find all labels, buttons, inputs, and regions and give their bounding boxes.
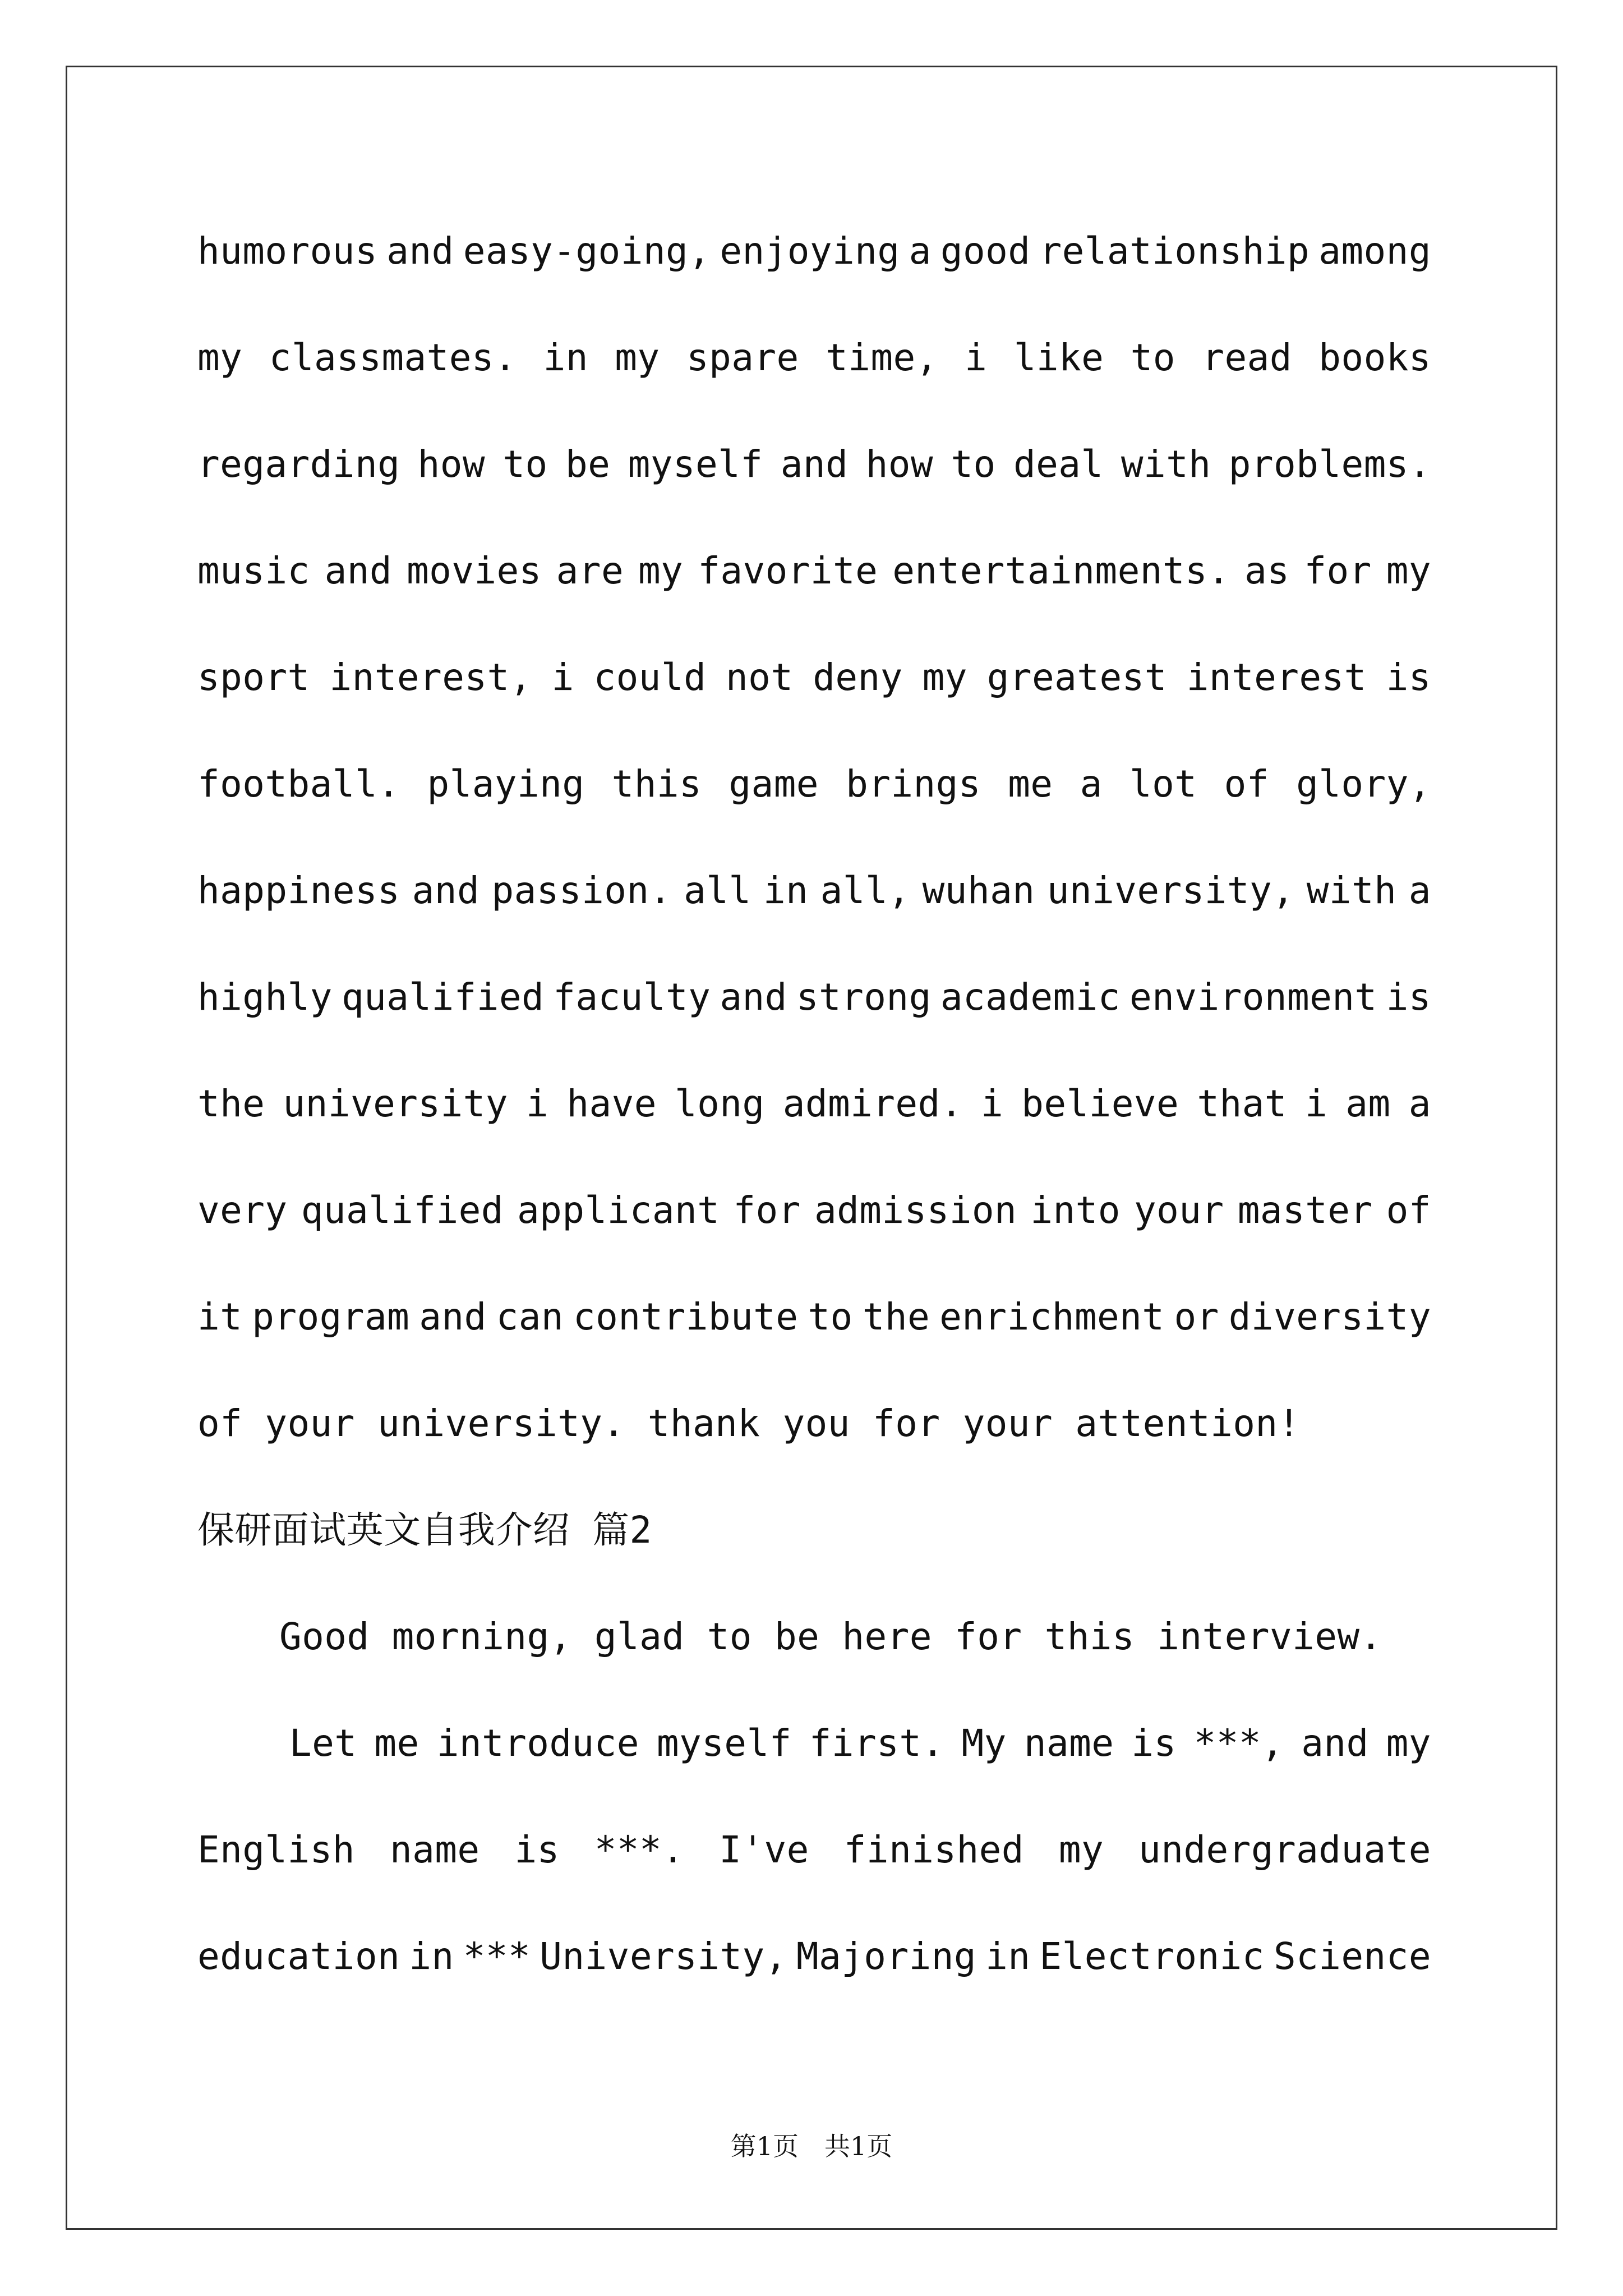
word: entertainments. [892, 549, 1230, 592]
word: to [1130, 336, 1175, 379]
word: be [565, 443, 611, 486]
word: of [1224, 762, 1269, 806]
word: undergraduate [1138, 1828, 1431, 1871]
word: My [961, 1722, 1007, 1765]
word: i [1305, 1082, 1328, 1125]
word: believe [1021, 1082, 1179, 1125]
word: as [1244, 549, 1290, 592]
word: the [862, 1295, 930, 1338]
word: to [502, 443, 548, 486]
text-line [197, 1903, 1431, 2010]
word: i [980, 1082, 1004, 1125]
word: and [419, 1295, 487, 1338]
word: regarding [197, 443, 400, 486]
word: classmates. [269, 336, 517, 379]
word: is [1386, 976, 1431, 1019]
word: enrichment [939, 1295, 1165, 1338]
word: long [675, 1082, 765, 1125]
word: master [1237, 1189, 1373, 1232]
word: name [389, 1828, 480, 1871]
word: qualified [301, 1189, 504, 1232]
word: for [1304, 549, 1372, 592]
word: passion. [491, 869, 672, 912]
word: ***. [594, 1828, 685, 1871]
word: in [543, 336, 588, 379]
text-line [197, 1157, 1431, 1264]
word: in [763, 869, 809, 912]
word: are [556, 549, 624, 592]
word: books [1318, 336, 1431, 379]
word: good [940, 229, 1031, 273]
word: all, [820, 869, 911, 912]
word: University, [540, 1935, 787, 1978]
section-heading: 保研面试英文自我介绍 篇2 [197, 1508, 652, 1552]
document-body [197, 198, 1431, 2010]
text-line-last: of your university. thank you for your attention! [197, 1402, 1301, 1445]
word: is [514, 1828, 560, 1871]
word: myself [656, 1722, 792, 1765]
word: first. [809, 1722, 944, 1765]
word: admission [814, 1189, 1017, 1232]
paragraph-first-line: Good morning, glad to be here for this interview. [279, 1615, 1382, 1658]
word: my [638, 549, 684, 592]
word: how [865, 443, 933, 486]
word: ***, [1193, 1722, 1284, 1765]
word: that [1197, 1082, 1287, 1125]
text-line [197, 838, 1431, 944]
word: and [412, 869, 480, 912]
text-line [197, 1690, 1431, 1797]
word: this [611, 762, 702, 806]
word: time, [826, 336, 938, 379]
word: playing [427, 762, 585, 806]
word: it [197, 1295, 243, 1338]
word: easy-going, [463, 229, 711, 273]
word: brings [846, 762, 981, 806]
word: not [726, 656, 794, 699]
word: enjoying [720, 229, 900, 273]
word: introduce [436, 1722, 639, 1765]
text-line [197, 198, 1431, 305]
text-line [197, 944, 1431, 1051]
word: greatest [986, 656, 1167, 699]
word: admired. [782, 1082, 963, 1125]
word: I've [719, 1828, 809, 1871]
word: deal [1013, 443, 1104, 486]
word: Electronic [1039, 1935, 1265, 1978]
word: of [1386, 1189, 1431, 1232]
text-line [197, 1264, 1431, 1370]
word: my [922, 656, 967, 699]
word: university, [1046, 869, 1295, 912]
word: interest, [329, 656, 532, 699]
word: spare [686, 336, 799, 379]
word: i [526, 1082, 549, 1125]
word: in [985, 1935, 1031, 1978]
word: my [1386, 1722, 1431, 1765]
word: myself [628, 443, 763, 486]
text-line [197, 305, 1431, 411]
text-line [197, 1797, 1431, 1903]
word: problems. [1228, 443, 1431, 486]
word: to [808, 1295, 853, 1338]
word: a [1408, 1082, 1431, 1125]
word: Majoring [796, 1935, 976, 1978]
text-line [197, 624, 1431, 731]
word: i [551, 656, 574, 699]
word: music [197, 549, 310, 592]
word: diversity [1228, 1295, 1431, 1338]
word: a [1080, 762, 1103, 806]
word: name [1023, 1722, 1114, 1765]
word: and [1301, 1722, 1369, 1765]
word: in [409, 1935, 454, 1978]
word: Science [1274, 1935, 1431, 1978]
word: for [733, 1189, 801, 1232]
word: highly [197, 976, 333, 1019]
word: read [1202, 336, 1292, 379]
word: lot [1129, 762, 1197, 806]
text-line [197, 411, 1431, 518]
word: relationship [1039, 229, 1310, 273]
text-line [197, 1051, 1431, 1157]
word: sport [197, 656, 310, 699]
word: the [197, 1082, 265, 1125]
word: happiness [197, 869, 400, 912]
word: have [566, 1082, 657, 1125]
word: qualified [341, 976, 545, 1019]
word: contribute [573, 1295, 799, 1338]
word: am [1345, 1082, 1391, 1125]
word: very [197, 1189, 288, 1232]
word: *** [463, 1935, 531, 1978]
page-number: 第1页 [730, 2131, 799, 2161]
word: is [1131, 1722, 1177, 1765]
word: to [951, 443, 996, 486]
word: strong [796, 976, 932, 1019]
word: education [197, 1935, 400, 1978]
word: a [1408, 869, 1431, 912]
word: into [1030, 1189, 1121, 1232]
word: environment [1129, 976, 1377, 1019]
word: is [1386, 656, 1431, 699]
word: among [1318, 229, 1431, 273]
word: or [1174, 1295, 1219, 1338]
word: with [1306, 869, 1397, 912]
word: Let [289, 1722, 357, 1765]
word: your [1134, 1189, 1224, 1232]
word: applicant [517, 1189, 720, 1232]
word: i [965, 336, 988, 379]
word: humorous [197, 229, 378, 273]
word: glory, [1296, 762, 1431, 806]
word: me [374, 1722, 419, 1765]
word: interest [1186, 656, 1367, 699]
word: with [1121, 443, 1211, 486]
word: and [780, 443, 849, 486]
word: English [197, 1828, 355, 1871]
word: football. [197, 762, 400, 806]
word: my [615, 336, 660, 379]
word: and [324, 549, 393, 592]
word: my [197, 336, 243, 379]
word: finished [843, 1828, 1024, 1871]
word: my [1058, 1828, 1104, 1871]
word: deny [813, 656, 903, 699]
word: and [386, 229, 454, 273]
page-footer [0, 2126, 1623, 2163]
word: all [684, 869, 751, 912]
page-total: 共1页 [824, 2131, 893, 2161]
word: me [1008, 762, 1053, 806]
text-line [197, 731, 1431, 838]
word: and [720, 976, 787, 1019]
word: like [1013, 336, 1104, 379]
word: my [1386, 549, 1431, 592]
word: program [252, 1295, 410, 1338]
text-line [197, 518, 1431, 624]
word: can [496, 1295, 564, 1338]
word: a [909, 229, 932, 273]
word: game [728, 762, 819, 806]
word: wuhan [922, 869, 1035, 912]
word: faculty [553, 976, 711, 1019]
word: how [417, 443, 485, 486]
word: movies [406, 549, 542, 592]
word: could [593, 656, 707, 699]
word: favorite [698, 549, 878, 592]
word: academic [940, 976, 1121, 1019]
word: university [283, 1082, 508, 1125]
